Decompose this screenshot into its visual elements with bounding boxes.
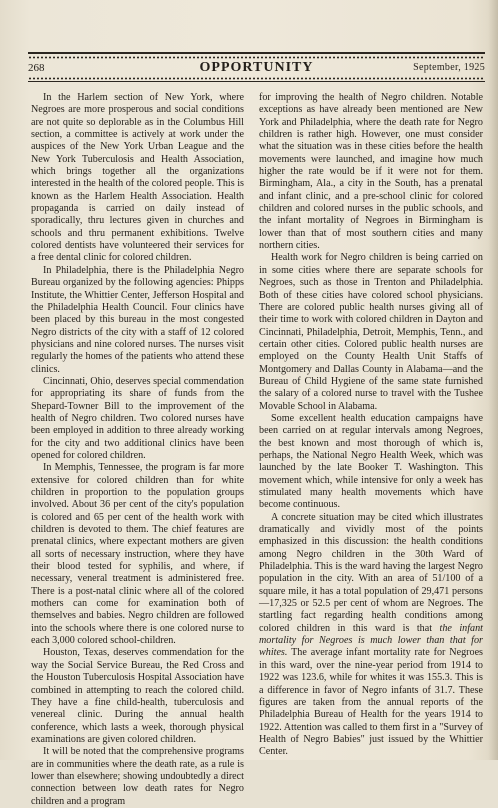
page-header — [28, 62, 485, 76]
paragraph-memphis: In Memphis, Tennessee, the program is far more extensive for colored children than for white children in proportion to the population groups involved. About 36 per cent of the city's population is colored and 65 per cent of the health work with children is devoted to them. The chief features are prenatal clinics, where expectant mothers are given all sorts of necessary instruction, where they have their blood tested for syphilis, and where, if necessary, veneral treatment is administered free. There is a post-natal clinic where all of the colored mothers can come for examination both of themselves and babies. Negro children are followed into the schools where there is one colored nurse to each 3,000 colored school-children. — [31, 462, 244, 647]
paragraph-health-campaigns: Some excellent health education campaigns have been carried on at regular intervals among Negroes, the best known and most thorough of which is, perhaps, the National Negro Health Week, which was launched by the late Booker T. Washington. This movement which, while intensive for only a week has stimulated many health movements which have become continuous. — [259, 412, 483, 511]
paragraph-philadelphia-bureau: In Philadelphia, there is the Philadelphia Negro Bureau organized by the following agencies: Phipps Institute, the Whittier Center, Jefferson Hospital and the Philadelphia Health Council. Four clinics have been placed by this bureau in the most congested Negro districts of the city with a staff of 12 colored physicians and nine colored nurses. The nurses visit regularly the homes of the patients who attend these clinics. — [31, 264, 244, 375]
paragraph-continuation: for improving the health of Negro children. Notable exceptions as have already been mentioned are New York and Philadelphia, where the death rate for Negro children is rather high. However, one must consider what the situation was in these cities before the health movements were launched, and imagine how much higher the rate would be if it were not for them. Birmingham, Ala., a city in the South, has a prenatal and infant clinic, and a pre-school clinic for colored children and colored nurses in the public schools, and the infant mortality of Negroes in Birmingham is lower than that of most southern cities and many northern cities. — [259, 92, 483, 252]
header-top-rule — [28, 52, 485, 54]
paragraph-cincinnati: Cincinnati, Ohio, deserves special commendation for appropriating its share of funds from the Shepard-Towner Bill to the improvement of the health of Negro children. Two colored nurses have been employed in addition to three already working for the city and two additional clinics have been opened for colored children. — [31, 375, 244, 461]
paragraph-30th-ward-text-end: The average infant mortality rate for Negroes in this ward, over the nine-year period from 1914 to 1922 was 123.6, while for whites it was 155.3. This is a difference in favor of Negro infants of 31.7. These figures are taken from the annual reports of the Philadelphia Bureau of Health for the years 1914 to 1922. Attention was called to them first in a "Survey of Health of Negro Babies" just issued by the Whittier Center. — [259, 647, 483, 758]
paragraph-30th-ward-text: A concrete situation may be cited which illustrates dramatically and vividly most of the points emphasized in this discussion: the health conditions among Negro children in the 30th Ward of Philadelphia. This is the ward having the largest Negro population in the city. With an area of 51/100 of a square mile, it has a total population of 29,471 persons—17,325 or 52.5 per cent of whom are Negroes. The startling fact regarding health conditions among colored children in this ward is that — [259, 511, 483, 634]
right-column — [259, 92, 483, 759]
journal-title: OPPORTUNITY — [199, 60, 314, 75]
issue-date: September, 1925 — [413, 62, 485, 73]
paragraph-health-work: Health work for Negro children is being carried on in some cities where there are separate schools for Negroes, such as those in Trenton and Philadelphia. Both of these cities have colored school physicians. There are colored public health nurses giving all of their time to work with colored children in Dayton and Cincinnati, Philadelphia, Detroit, Memphis, Tenn., and certain other cities. Colored public health nurses are employed on the County Health Unit Staffs of Montgomery and Dallas County in Alabama—and the Bureau of Child Hygiene of the same state furnished the salary of a colored nurse to travel with the Tushee Movable School in Alabama. — [259, 252, 483, 412]
paragraph-houston: Houston, Texas, deserves commendation for the way the Social Service Bureau, the Red Cross and the Houston Tuberculosis Hospital Association have combined in attempting to reach the colored child. They have a fine child-health, tuberculosis and venereal clinic. During the annual health conference, which lasts a week, thorough physical examinations are given colored children. — [31, 647, 244, 745]
paragraph-comprehensive-programs: It will be noted that the comprehensive programs are in communities where the death rate, as a rule is lower than elsewhere; showing undoubtedly a direct connection between low death rates for Negro children and a program — [31, 746, 244, 807]
page-number: 268 — [28, 62, 45, 74]
page-edge-shadow — [488, 0, 498, 760]
emphasized-finding: the infant mortality for Negroes is much lower than that for whites. — [259, 622, 484, 659]
left-column — [31, 92, 244, 808]
header-bottom-dotted-border — [28, 77, 485, 80]
paragraph-30th-ward — [259, 512, 483, 759]
header-top-dotted-border — [28, 56, 485, 59]
paragraph-harlem: In the Harlem section of New York, where Negroes are more prosperous and social conditions are not quite so deplorable as in the Columbus Hill section, a committee is actively at work under the auspices of the New York Urban League and the New York Tuberculosis and Health Association, which brings together all the organizations interested in the health of the colored people. This is known as the Harlem Health Association. Health propaganda is carried on daily instead of sporadically, thru lectures given in churches and schools and thru permanent exhibitions. Twelve colored dentists have volunteered their services for a free dental clinic for colored children. — [31, 92, 244, 264]
header-bottom-rule — [28, 81, 485, 82]
